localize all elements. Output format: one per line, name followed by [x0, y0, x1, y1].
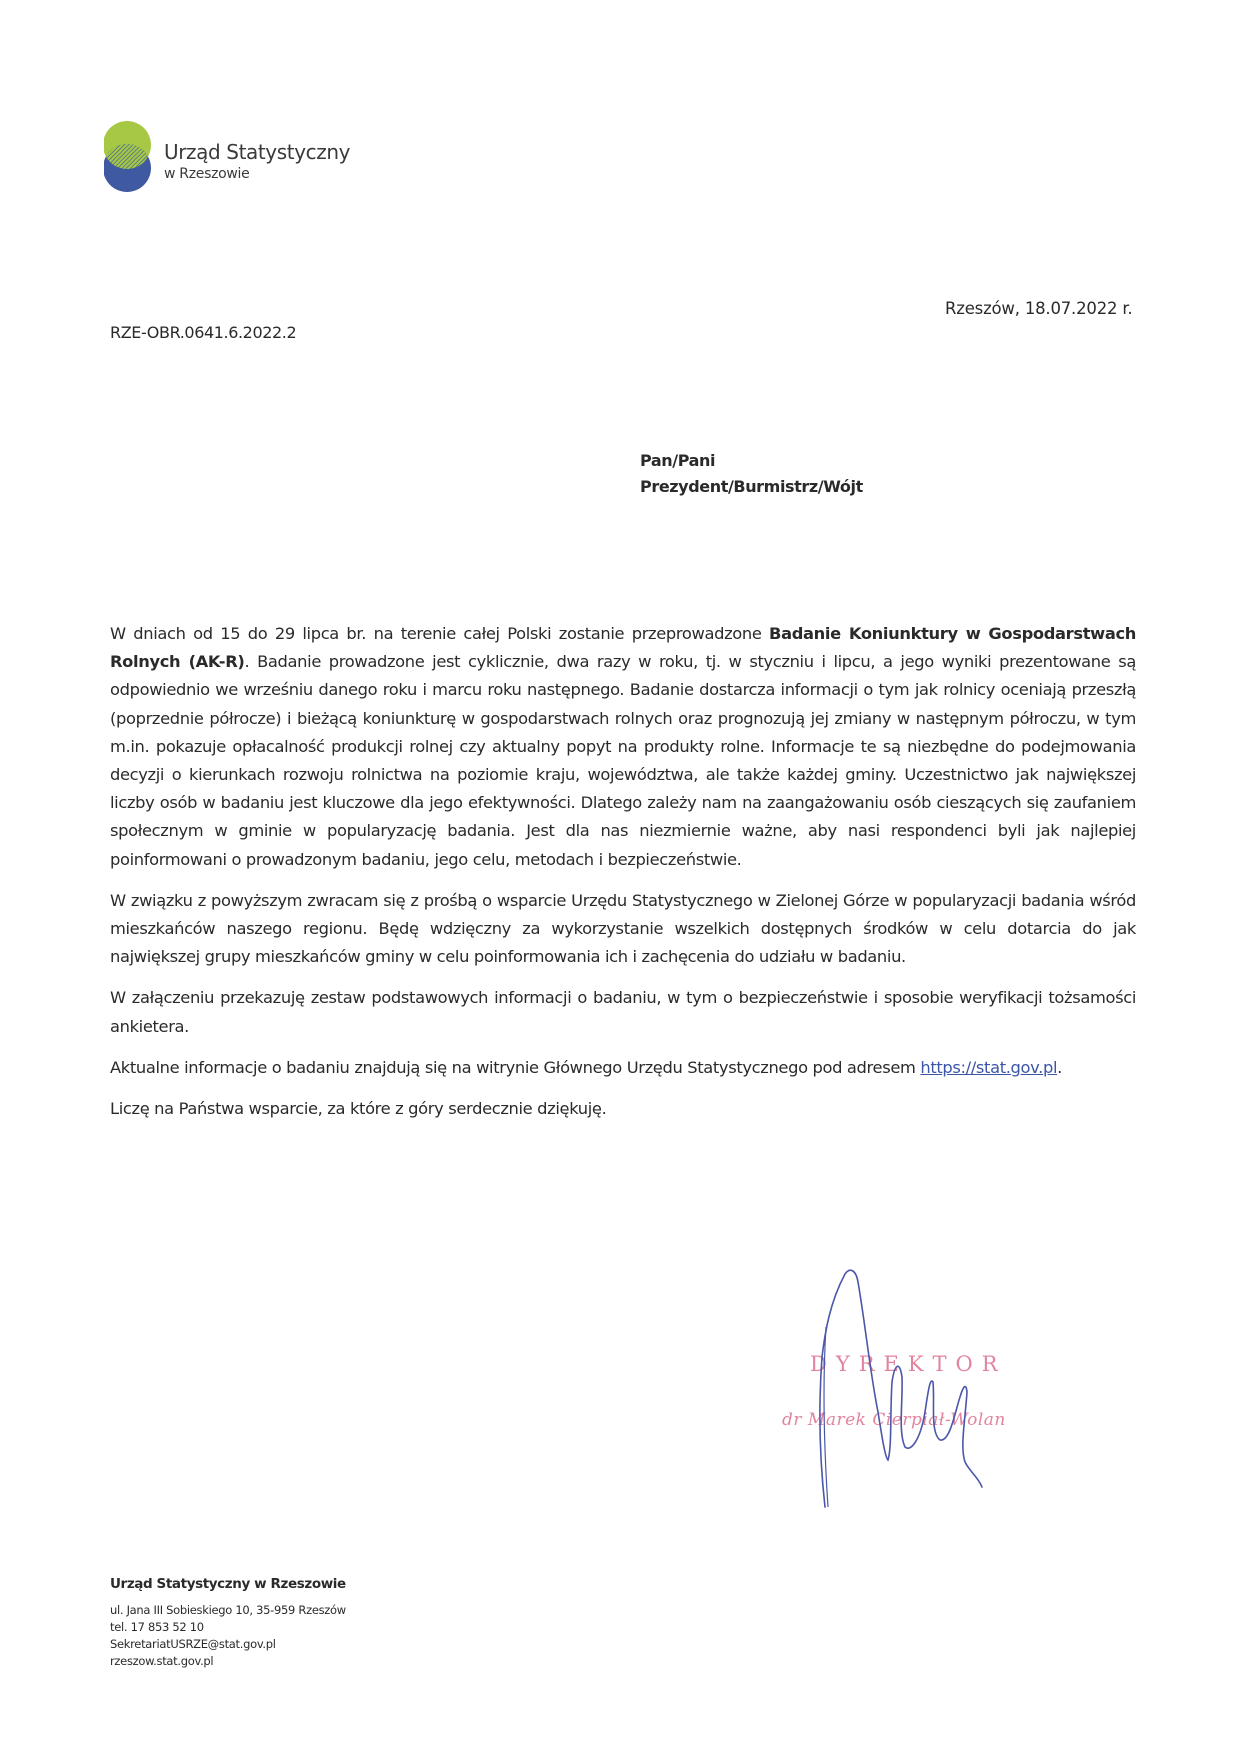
reference-number: RZE-OBR.0641.6.2022.2 — [110, 323, 297, 342]
signature-block — [770, 1262, 1070, 1512]
footer-address: ul. Jana III Sobieskiego 10, 35-959 Rzeszów — [110, 1603, 346, 1617]
letter-footer — [110, 1576, 346, 1670]
paragraph-1 — [110, 620, 1136, 874]
stamp-name: dr Marek Cierpiał-Wolan — [782, 1410, 1006, 1430]
logo-institution-subtitle: w Rzeszowie — [164, 166, 250, 182]
paragraph-4-period: . — [1057, 1057, 1062, 1077]
handwritten-signature-icon — [770, 1262, 1070, 1512]
paragraph-3: W załączeniu przekazuję zestaw podstawowych informacji o badaniu, w tym o bezpieczeństwie i sposobie weryfikacji tożsamości ankietera. — [110, 988, 1136, 1036]
addressee-line-2: Prezydent/Burmistrz/Wójt — [640, 477, 863, 496]
footer-phone: tel. 17 853 52 10 — [110, 1620, 204, 1634]
paragraph-1-intro: W dniach od 15 do 29 lipca br. na terenie całej Polski zostanie przeprowadzone — [110, 624, 770, 643]
addressee-line-1: Pan/Pani — [640, 451, 716, 470]
paragraph-5: Liczę na Państwa wsparcie, za które z góry serdecznie dziękuję. — [110, 1099, 607, 1119]
addressee-block — [640, 448, 863, 500]
overlapping-circles-logo-icon — [104, 118, 154, 198]
place-and-date: Rzeszów, 18.07.2022 r. — [945, 299, 1133, 318]
institution-logo — [104, 118, 364, 198]
paragraph-4 — [110, 1054, 1136, 1082]
paragraph-4-text: Aktualne informacje o badaniu znajdują się na witrynie Głównego Urzędu Statystycznego pod adresem — [110, 1057, 921, 1077]
footer-organization: Urząd Statystyczny w Rzeszowie — [110, 1576, 346, 1592]
stamp-title: DYREKTOR — [810, 1352, 1007, 1376]
paragraph-2: W związku z powyższym zwracam się z prośbą o wsparcie Urzędu Statystycznego w Zielonej Górze w popularyzacji badania wśród mieszkańców naszego regionu. Będę wdzięczny za wykorzystanie wszelkich dostępnych środków w celu dotarcia do jak największej grupy mieszkańców gminy w celu poinformowania ich i zachęcenia do udziału w badaniu. — [110, 890, 1136, 967]
footer-website: rzeszow.stat.gov.pl — [110, 1654, 214, 1668]
letter-body — [110, 620, 1136, 1136]
footer-email: SekretariatUSRZE@stat.gov.pl — [110, 1637, 276, 1651]
survey-name: Badanie Koniunktury w Gospodarstwach Rolnych (AK-R) — [110, 624, 1137, 672]
stat-gov-link[interactable]: https://stat.gov.pl — [920, 1057, 1058, 1077]
logo-institution-name: Urząd Statystyczny — [164, 140, 351, 164]
paragraph-1-rest: . Badanie prowadzone jest cyklicznie, dwa razy w roku, tj. w styczniu i lipcu, a jego wyniki prezentowane są odpowiednio we wrześniu danego roku i marcu roku następnego. Badanie dostarcza informacji o tym jak rolnicy oceniają przeszłą (poprzednie półrocze) i bieżącą koniunkturę w gospodarstwach rolnych oraz prognozują jej zmiany w następnym półroczu, w tym m.in. pokazuje opłacalność produkcji rolnej czy aktualny popyt na produkty rolne. Informacje te są niezbędne do podejmowania decyzji o kierunkach rozwoju rolnictwa na poziomie kraju, województwa, ale także każdej gminy. Uczestnictwo jak największej liczby osób w badaniu jest kluczowe dla jego efektywności. Dlatego zależy nam na zaangażowaniu osób cieszących się zaufaniem społecznym w gminie w popularyzację badania. Jest dla nas niezmiernie ważne, aby nasi respondenci byli jak najlepiej poinformowani o prowadzonym badaniu, jego celu, metodach i bezpieczeństwie. — [110, 652, 1137, 869]
